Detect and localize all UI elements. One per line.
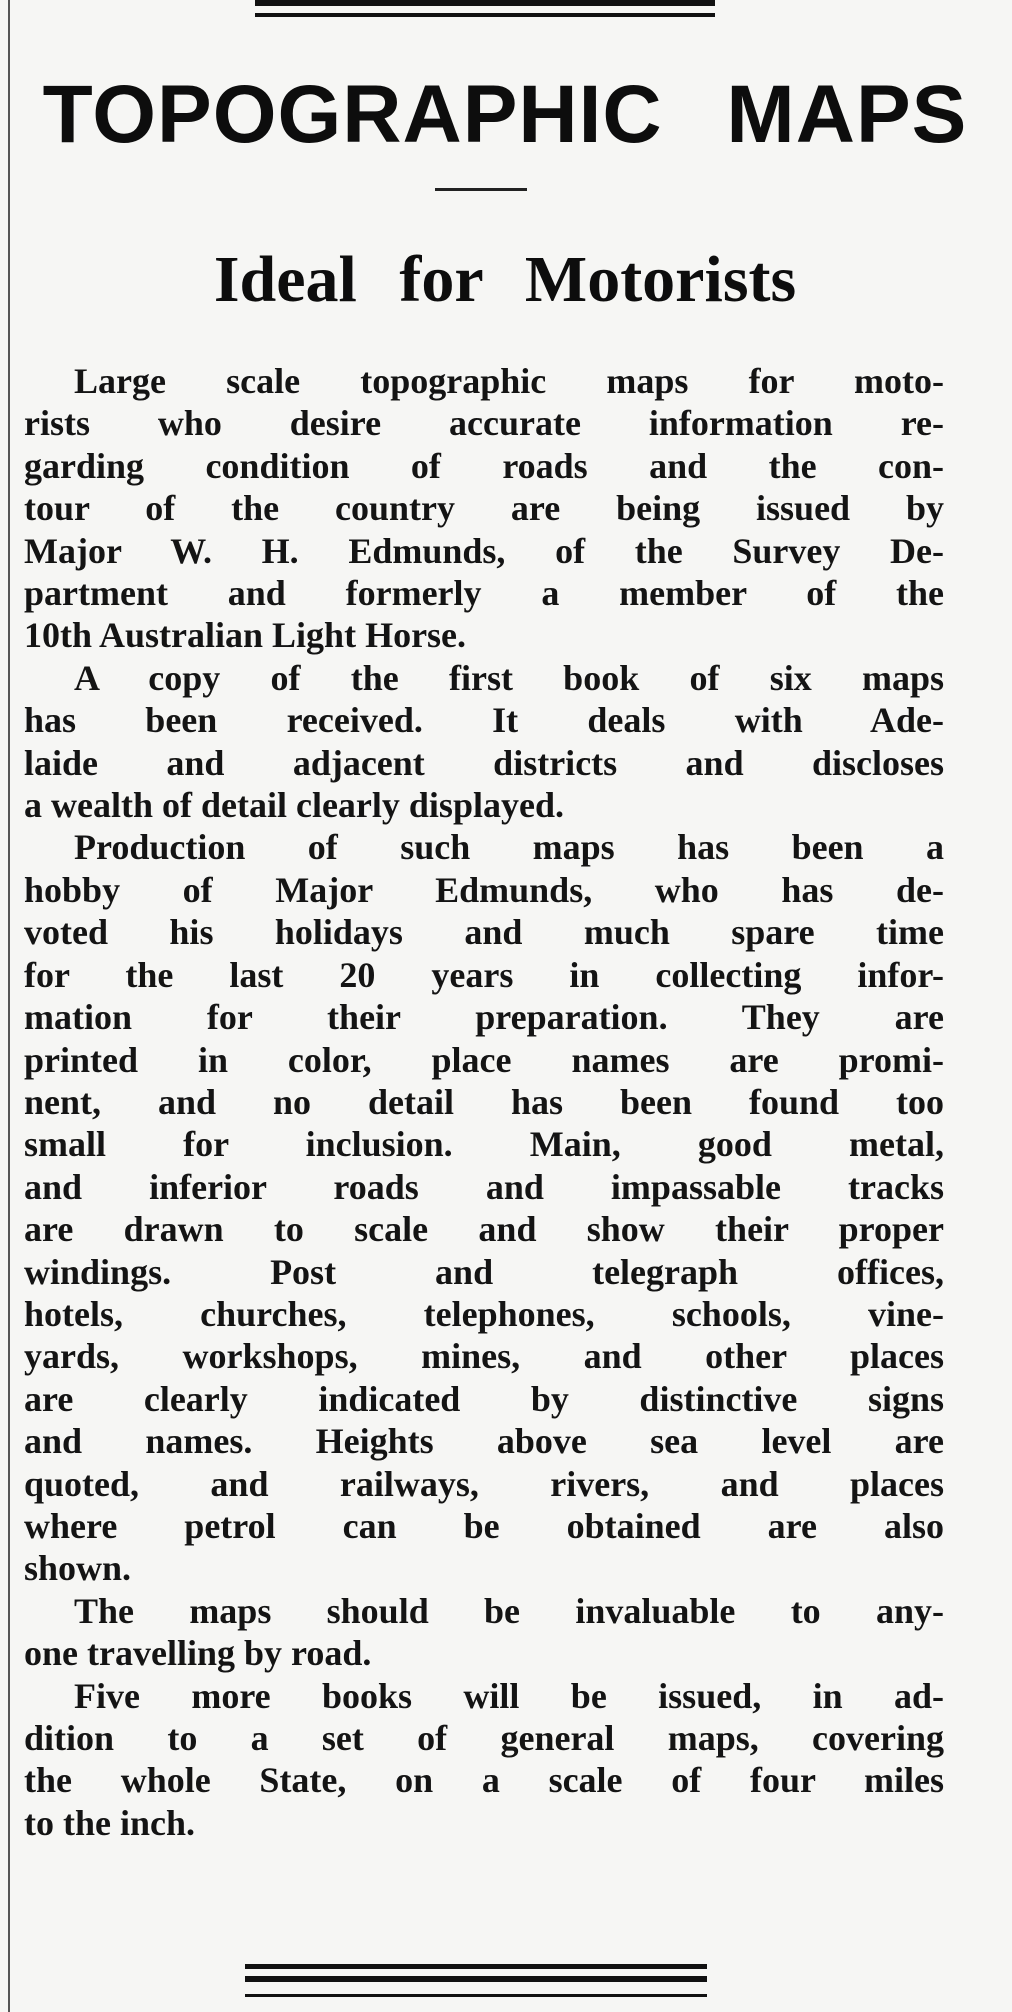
article-line: one travelling by road. <box>24 1633 372 1674</box>
article-line: Large scale topographic maps for moto- <box>74 361 944 401</box>
article-line: dition to a set of general maps, covering <box>24 1718 944 1758</box>
article-line: The maps should be invaluable to any- <box>74 1590 944 1631</box>
article-line: a wealth of detail clearly displayed. <box>24 785 564 826</box>
article-paragraph <box>24 360 944 657</box>
article-line: quoted, and railways, rivers, and places <box>24 1463 944 1504</box>
article-line: partment and formerly a member of the <box>24 573 944 614</box>
article-line: are clearly indicated by distinctive signs <box>24 1378 944 1419</box>
top-rule <box>255 0 715 6</box>
article-line: are drawn to scale and show their proper <box>24 1209 944 1250</box>
article-line: Production of such maps has been a <box>74 827 944 868</box>
article-line: the whole State, on a scale of four miles <box>24 1760 944 1801</box>
article-body <box>24 360 944 1844</box>
article-line: windings. Post and telegraph offices, <box>24 1251 944 1292</box>
article-line: nent, and no detail has been found too <box>24 1081 944 1122</box>
article-line: hotels, churches, telephones, schools, vine- <box>24 1293 944 1334</box>
article-line: voted his holidays and much spare time <box>24 912 944 953</box>
article-paragraph <box>24 1590 944 1675</box>
article-line: Five more books will be issued, in ad- <box>74 1675 944 1716</box>
article-line: A copy of the first book of six maps <box>74 657 944 698</box>
article-line: to the inch. <box>24 1802 195 1843</box>
article-headline: TOPOGRAPHIC MAPS <box>42 69 968 160</box>
article-subheadline: Ideal for Motorists <box>213 243 797 316</box>
article-paragraph <box>24 826 944 1589</box>
article-line: tour of the country are being issued by <box>24 488 944 529</box>
article-paragraph <box>24 657 944 827</box>
article-line: for the last 20 years in collecting infor- <box>24 954 944 995</box>
article-line: and names. Heights above sea level are <box>24 1421 944 1462</box>
article-line: Major W. H. Edmunds, of the Survey De- <box>24 530 944 571</box>
article-line: printed in color, place names are promi- <box>24 1039 944 1080</box>
bottom-rule <box>245 1994 707 1997</box>
article-line: small for inclusion. Main, good metal, <box>24 1124 944 1165</box>
article-line: and inferior roads and impassable tracks <box>24 1166 944 1207</box>
article-line: mation for their preparation. They are <box>24 997 944 1038</box>
article-line: yards, workshops, mines, and other places <box>24 1336 944 1377</box>
article-line: rists who desire accurate information re- <box>24 403 944 444</box>
article-line: 10th Australian Light Horse. <box>24 615 467 656</box>
article-line: has been received. It deals with Ade- <box>24 700 944 741</box>
article-line: hobby of Major Edmunds, who has de- <box>24 869 944 910</box>
headline-divider <box>435 188 527 191</box>
article-line: where petrol can be obtained are also <box>24 1505 944 1546</box>
column-border <box>8 0 10 2012</box>
bottom-rule <box>245 1964 707 1969</box>
article-line: garding condition of roads and the con- <box>24 445 944 486</box>
article-line: laide and adjacent districts and discloses <box>24 742 944 783</box>
top-rule <box>255 13 715 17</box>
article-paragraph <box>24 1675 944 1845</box>
bottom-rule <box>245 1976 707 1982</box>
article-line: shown. <box>24 1548 132 1589</box>
